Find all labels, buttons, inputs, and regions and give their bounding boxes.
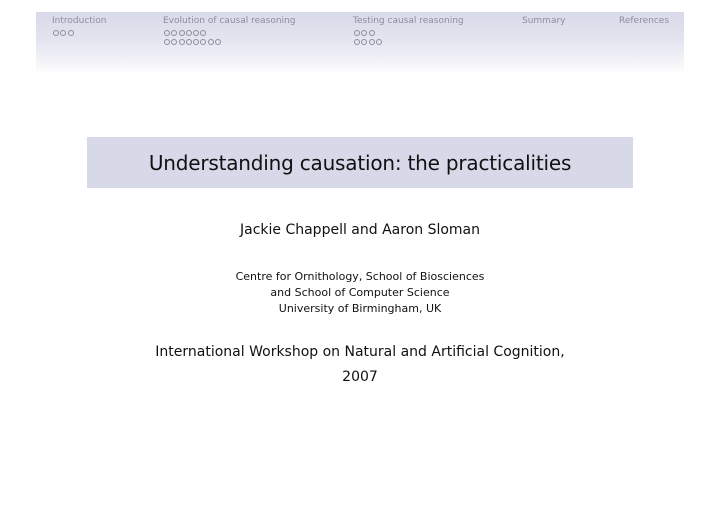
nav-frame-dot[interactable] — [200, 30, 206, 36]
nav-frame-dot[interactable] — [60, 30, 66, 36]
nav-frame-dot[interactable] — [208, 39, 214, 45]
nav-frame-dot[interactable] — [193, 30, 199, 36]
nav-frame-dot[interactable] — [186, 39, 192, 45]
nav-section-summary[interactable]: Summary — [522, 16, 566, 26]
nav-frame-dot[interactable] — [179, 30, 185, 36]
nav-frame-dot[interactable] — [171, 30, 177, 36]
nav-dots-evolution-row1 — [164, 30, 208, 36]
nav-section-references[interactable]: References — [619, 16, 670, 26]
event-line-2: 2007 — [342, 369, 378, 385]
institute-line-3: University of Birmingham, UK — [278, 302, 442, 315]
nav-frame-dot[interactable] — [361, 30, 367, 36]
institute-line-1: Centre for Ornithology, School of Biosciences — [235, 270, 485, 283]
nav-frame-dot[interactable] — [354, 39, 360, 45]
nav-frame-dot[interactable] — [164, 30, 170, 36]
event-line-1: International Workshop on Natural and Artificial Cognition, — [155, 344, 565, 360]
nav-frame-dot[interactable] — [369, 30, 375, 36]
nav-frame-dot[interactable] — [369, 39, 375, 45]
nav-frame-dot[interactable] — [164, 39, 170, 45]
nav-dots-testing-row1 — [354, 30, 376, 36]
nav-frame-dot[interactable] — [354, 30, 360, 36]
slide-title: Understanding causation: the practicalities — [148, 150, 572, 175]
nav-frame-dot[interactable] — [361, 39, 367, 45]
nav-frame-dot[interactable] — [215, 39, 221, 45]
nav-dots-introduction — [53, 30, 75, 36]
nav-frame-dot[interactable] — [53, 30, 59, 36]
authors: Jackie Chappell and Aaron Sloman — [239, 222, 481, 238]
nav-section-testing[interactable]: Testing causal reasoning — [353, 16, 464, 26]
nav-frame-dot[interactable] — [200, 39, 206, 45]
nav-frame-dot[interactable] — [179, 39, 185, 45]
title-box — [87, 137, 633, 188]
nav-section-evolution[interactable]: Evolution of causal reasoning — [163, 16, 296, 26]
nav-dots-testing-row2 — [354, 39, 383, 45]
nav-frame-dot[interactable] — [193, 39, 199, 45]
institute-line-2: and School of Computer Science — [270, 286, 450, 299]
nav-frame-dot[interactable] — [376, 39, 382, 45]
nav-section-introduction[interactable]: Introduction — [52, 16, 107, 26]
nav-dots-evolution-row2 — [164, 39, 222, 45]
nav-frame-dot[interactable] — [186, 30, 192, 36]
nav-frame-dot[interactable] — [171, 39, 177, 45]
navigation-bar — [36, 12, 684, 74]
nav-frame-dot[interactable] — [68, 30, 74, 36]
